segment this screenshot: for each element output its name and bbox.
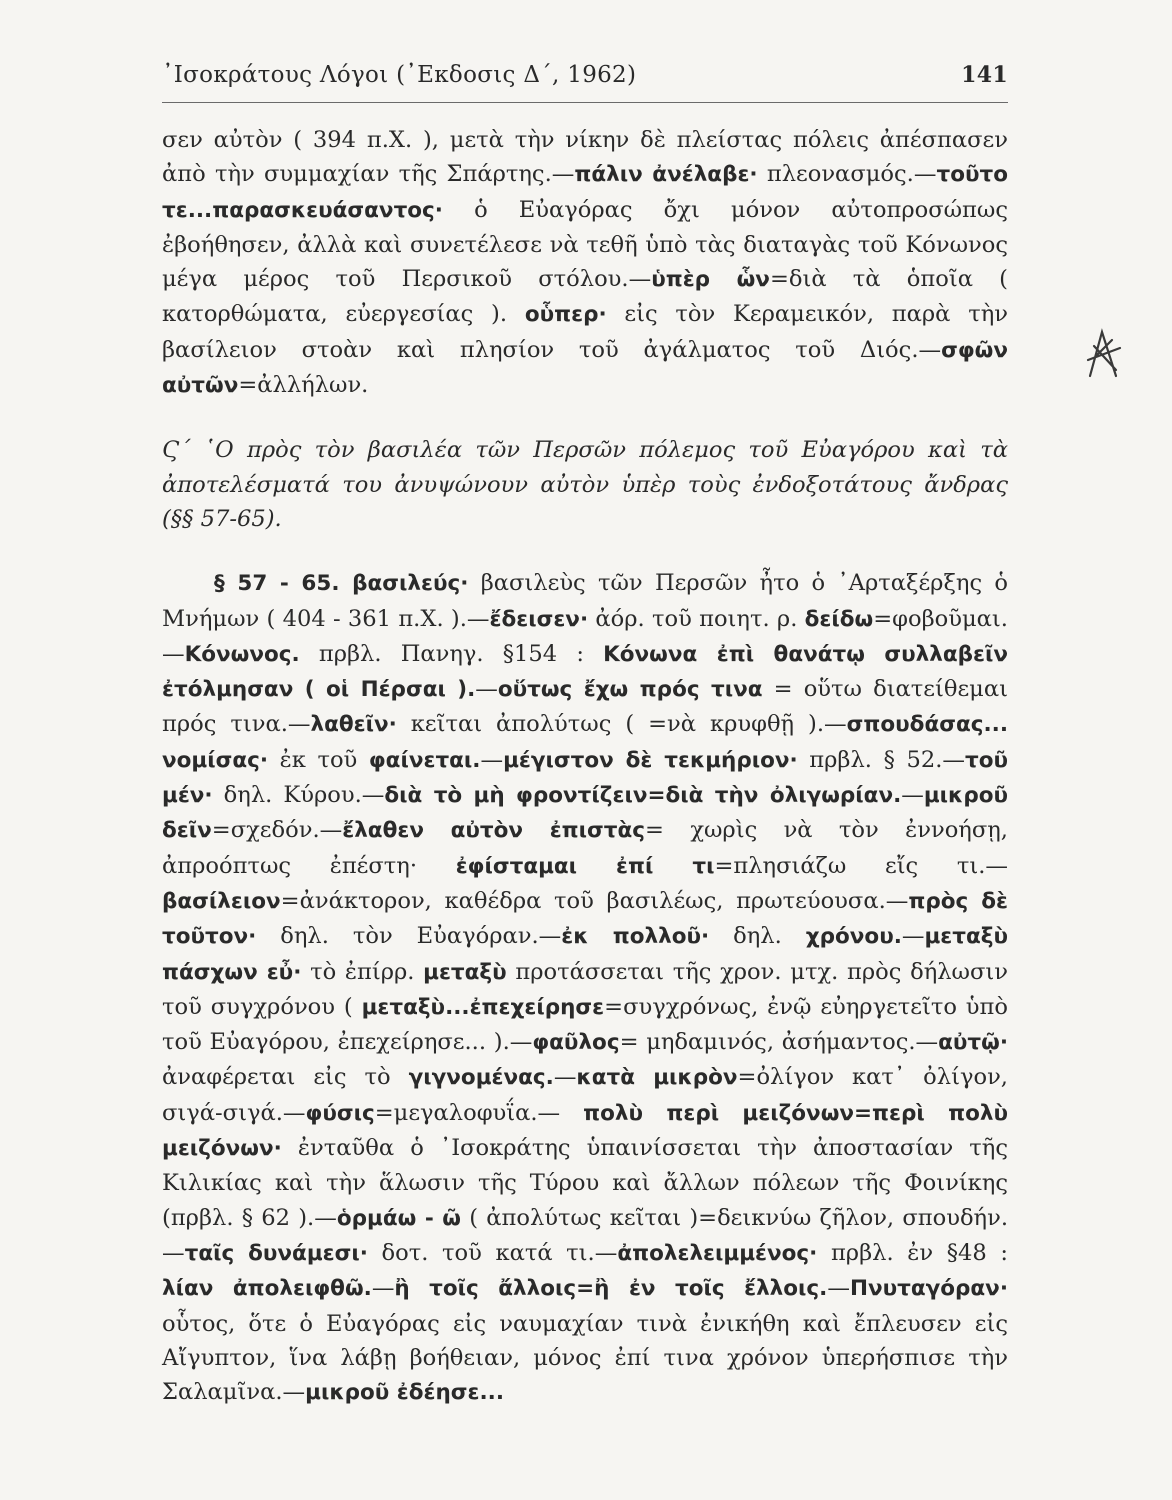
- text-run: —: [901, 782, 924, 809]
- text-run: =ἀνάκτορον, καθέδρα τοῦ βασιλέως, πρωτεύουσα.—: [280, 887, 909, 914]
- text-run: —: [480, 746, 504, 773]
- lemma: Κόνωνα ἐπὶ θανάτῳ συλλαβεῖν ἐτόλμησαν ( οἱ Πέρσαι ).: [162, 641, 1008, 703]
- text-run: ἀόρ. τοῦ ποιητ. ρ.: [588, 605, 805, 632]
- text-run: =σχεδόν.—: [211, 817, 343, 844]
- lemma: μεταξὺ πάσχων εὖ·: [162, 924, 1008, 985]
- lemma: ἢ τοῖς ἄλλοις=ἢ ἐν τοῖς ἔλλοις.: [394, 1276, 828, 1302]
- lemma: λαθεῖν·: [310, 712, 397, 738]
- text-run: =διὰ τὰ ὁποῖα ( κατορθώματα, εὐεργεσίας ).: [162, 266, 1008, 328]
- lemma: ἔδεισεν·: [489, 606, 589, 632]
- text-run: =μεγαλοφυΐα.—: [374, 1099, 584, 1126]
- text-run: =ὀλίγον κατ᾿ ὀλίγον, σιγά-σιγά.—: [162, 1064, 1008, 1126]
- lemma: ὑπὲρ ὧν: [651, 267, 770, 293]
- lemma: οὗπερ·: [524, 302, 607, 328]
- lemma: Πνυταγόραν·: [849, 1276, 1008, 1302]
- lemma: φαίνεται.: [368, 747, 481, 773]
- lemma: βασίλειον: [162, 888, 281, 914]
- lemma: φύσις: [305, 1100, 375, 1126]
- lemma: ἐκ πολλοῦ·: [561, 924, 710, 950]
- text-run: εἰς τὸν Κεραμεικόν, παρὰ τὴν βασίλειον στοὰν καὶ πλησίον τοῦ ἀγάλματος τοῦ Διός.—: [162, 301, 1008, 363]
- text-run: πλεονασμός.—: [757, 161, 937, 188]
- text-run: ἐνταῦθα ὁ ᾿Ισοκράτης ὑπαινίσσεται τὴν ἀποστασίαν τῆς Κιλικίας καὶ τὴν ἅλωσιν τῆς Τύρου καὶ ἄλλων πόλεων τῆς Φοινίκης (πρβλ. § 62 ).—: [162, 1135, 1008, 1231]
- text-run: —: [475, 676, 498, 703]
- lemma: πολὺ περὶ μειζόνων=περὶ πολὺ μειζόνων·: [162, 1100, 1008, 1162]
- document-page: [162, 62, 1008, 1410]
- lemma: μεταξὺ: [423, 959, 507, 985]
- lemma: τοῦ μέν·: [162, 747, 1008, 809]
- text-run: =πλησιάζω εἴς τι.—: [714, 852, 1008, 879]
- text-run: δηλ. τὸν Εὐαγόραν.—: [256, 923, 562, 950]
- text-run: σεν αὐτὸν ( 394 π.Χ. ), μετὰ τὴν νίκην δὲ πλείστας πόλεις ἀπέσπασεν ἀπὸ τὴν συμμαχίαν τῆς Σπάρτης.—: [162, 127, 1008, 188]
- section-heading: Ϛ΄ ῾Ο πρὸς τὸν βασιλέα τῶν Περσῶν πόλεμος τοῦ Εὐαγόρου καὶ τὰ ἀποτελέσματά του ἀνυψώνουν αὐτὸν ὑπὲρ τοὺς ἐνδοξοτάτους ἄνδρας (§§ 57-65).: [162, 437, 1008, 532]
- lemma: μικροῦ ἐδέησε...: [305, 1380, 504, 1406]
- lemma: μεταξὺ...ἐπεχείρησε: [361, 994, 605, 1020]
- text-run: —: [371, 1275, 395, 1302]
- lemma: Κόνωνος.: [184, 641, 300, 667]
- lemma: ἐφίσταμαι ἐπί τι: [455, 853, 715, 879]
- text-run: δοτ. τοῦ κατά τι.—: [367, 1239, 618, 1266]
- text-run: ὁ Εὐαγόρας ὄχι μόνον αὐτοπροσώπως ἐβοήθησεν, ἀλλὰ καὶ συνετέλεσε νὰ τεθῆ ὑπὸ τὰς διαταγὰς τοῦ Κόνωνος μέγα μέρος τοῦ Περσικοῦ στόλου.—: [162, 196, 1008, 293]
- lemma: § 57 - 65. βασιλεύς·: [214, 571, 469, 597]
- text-run: ( ἀπολύτως κεῖται )=δεικνύω ζῆλον, σπουδήν.—: [162, 1204, 1009, 1266]
- text-run: =φοβοῦμαι.—: [162, 605, 1008, 667]
- commentary-body: [162, 123, 1008, 1410]
- text-run: οὗτος, ὅτε ὁ Εὐαγόρας εἰς ναυμαχίαν τινὰ ἐνικήθη καὶ ἔπλευσεν εἰς Αἴγυπτον, ἵνα λάβῃ βοήθειαν, μόνος ἐπί τινα χρόνον ὑπερήσπισε τὴν Σαλαμῖνα.—: [162, 1310, 1008, 1406]
- lemma: αὐτῷ·: [938, 1030, 1008, 1056]
- lemma: σπουδάσας... νομίσας·: [162, 712, 1008, 773]
- text-run: τὸ ἐπίρρ.: [301, 958, 424, 985]
- book-title: ᾿Ισοκράτους Λόγοι (᾿Εκδοσις Δ΄, 1962): [162, 62, 637, 88]
- handwritten-margin-mark-icon: [1082, 326, 1124, 382]
- text-run: —: [827, 1275, 850, 1302]
- lemma: ἔλαθεν αὐτὸν ἐπιστὰς: [342, 818, 646, 844]
- paragraph-1: [162, 123, 1008, 403]
- text-run: = οὕτω διατείθεμαι πρός τινα.—: [162, 676, 1008, 738]
- lemma: τοῦτο τε...παρασκευάσαντος·: [162, 162, 1008, 223]
- text-run: πρβλ. Πανηγ. §154 :: [299, 640, 604, 667]
- text-run: δηλ. Κύρου.—: [212, 782, 385, 809]
- lemma: πάλιν ἀνέλαβε·: [574, 162, 758, 188]
- lemma: μικροῦ δεῖν: [162, 783, 1009, 844]
- text-run: —: [553, 1064, 577, 1091]
- lemma: χρόνου.: [805, 924, 902, 950]
- running-header: [162, 62, 1008, 103]
- page-number: 141: [961, 62, 1008, 88]
- text-run: προτάσσεται τῆς χρον. μτχ. πρὸς δήλωσιν τοῦ συγχρόνου (: [162, 958, 1008, 1020]
- text-run: =συγχρόνως, ἐνῷ εὐηργετεῖτο ὑπὸ τοῦ Εὐαγόρου, ἐπεχείρησε... ).—: [162, 993, 1008, 1056]
- lemma: λίαν ἀπολειφθῶ.: [162, 1276, 372, 1302]
- paragraph-57-65: [162, 566, 1008, 1410]
- lemma: ἀπολελειμμένος·: [617, 1240, 818, 1266]
- lemma: ὁρμάω - ῶ: [336, 1205, 461, 1231]
- text-run: βασιλεὺς τῶν Περσῶν ἦτο ὁ ᾿Αρταξέρξης ὁ Μνήμων ( 404 - 361 π.Χ. ).—: [162, 570, 1008, 632]
- lemma: γιγνομένας.: [408, 1065, 554, 1091]
- text-run: = μηδαμινός, ἀσήμαντος.—: [619, 1029, 939, 1056]
- lemma: κατὰ μικρὸν: [576, 1065, 738, 1091]
- lemma: σφῶν αὐτῶν: [162, 337, 1008, 399]
- lemma: διὰ τὸ μὴ φροντίζειν=διὰ τὴν ὀλιγωρίαν.: [384, 783, 902, 809]
- lemma: δείδω: [804, 606, 874, 632]
- text-run: =ἀλλήλων.: [238, 372, 369, 399]
- text-run: κεῖται ἀπολύτως ( =νὰ κρυφθῇ ).—: [396, 711, 847, 738]
- text-run: δηλ.: [709, 923, 806, 950]
- text-run: = χωρὶς νὰ τὸν ἐννοήσῃ, ἀπροόπτως ἐπέστη·: [162, 817, 1008, 879]
- text-run: ἐκ τοῦ: [268, 746, 369, 773]
- lemma: φαῦλος: [532, 1030, 620, 1056]
- lemma: οὕτως ἔχω πρός τινα: [497, 677, 763, 703]
- lemma: μέγιστον δὲ τεκμήριον·: [503, 747, 798, 773]
- lemma: πρὸς δὲ τοῦτον·: [162, 888, 1008, 950]
- text-run: πρβλ. § 52.—: [797, 746, 965, 773]
- text-run: —: [901, 923, 925, 950]
- text-run: ἀναφέρεται εἰς τὸ: [162, 1064, 409, 1091]
- lemma: ταῖς δυνάμεσι·: [184, 1240, 368, 1266]
- text-run: πρβλ. ἐν §48 :: [817, 1239, 1008, 1266]
